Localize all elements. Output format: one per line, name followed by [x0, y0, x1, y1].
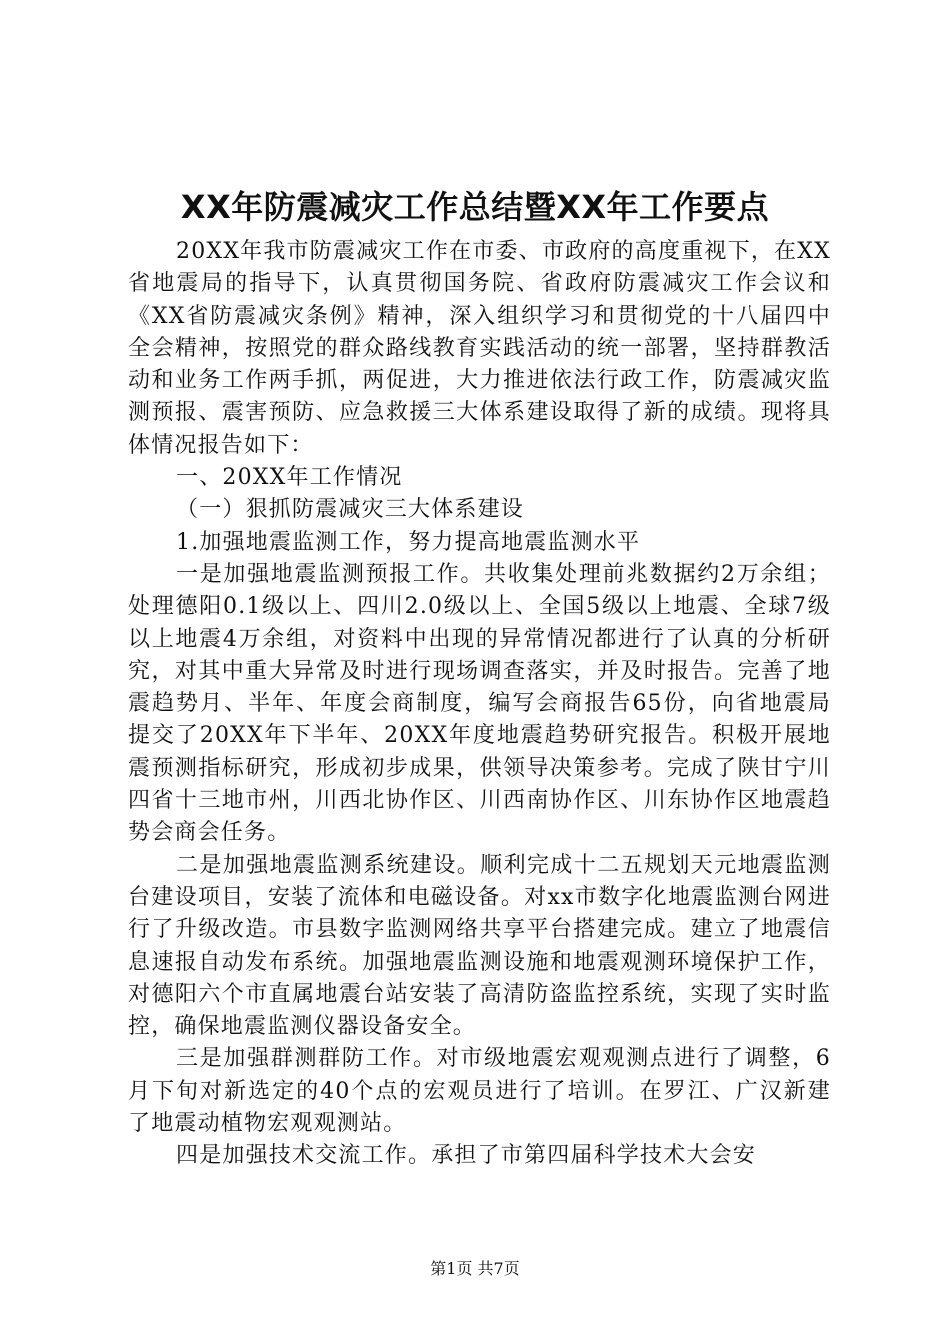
document-body [128, 236, 831, 1173]
paragraph-monitoring-system: 二是加强地震监测系统建设。顺利完成十二五规划天元地震监测台建设项目，安装了流体和电磁设备。对xx市数字化地震监测台网进行了升级改造。市县数字监测网络共享平台搭建完成。建立了地震信息速报自动发布系统。加强地震监测设施和地震观测环境保护工作，对德阳六个市直属地震台站安装了高清防盗监控系统，实现了实时监控，确保地震监测仪器设备安全。 [128, 852, 831, 1040]
page-footer: 第1页 共7页 [430, 1259, 520, 1278]
item-heading: 1.加强地震监测工作，努力提高地震监测水平 [176, 529, 641, 555]
intro-paragraph: 20XX年我市防震减灾工作在市委、市政府的高度重视下，在XX省地震局的指导下，认真贯彻国务院、省政府防震减灾工作会议和《XX省防震减灾条例》精神，深入组织学习和贯彻党的十八届四中全会精神，按照党的群众路线教育实践活动的统一部署，坚持群教活动和业务工作两手抓，两促进，大力推进依法行政工作，防震减灾监测预报、震害预防、应急救援三大体系建设取得了新的成绩。现将具体情况报告如下： [128, 239, 831, 458]
section-heading: 一、20XX年工作情况 [176, 465, 403, 491]
paragraph-tech-exchange: 四是加强技术交流工作。承担了市第四届科学技术大会安 [176, 1143, 757, 1169]
paragraph-monitoring-forecast: 一是加强地震监测预报工作。共收集处理前兆数据约2万余组；处理德阳0.1级以上、四川2.0级以上、全国5级以上地震、全球7级以上地震4万余组，对资料中出现的异常情况都进行了认真的分析研究，对其中重大异常及时进行现场调查落实，并及时报告。完善了地震趋势月、半年、年度会商制度，编写会商报告65份，向省地震局提交了20XX年下半年、20XX年度地震趋势研究报告。积极开展地震预测指标研究，形成初步成果，供领导决策参考。完成了陕甘宁川四省十三地市州，川西北协作区、川西南协作区、川东协作区地震趋势会商会任务。 [128, 561, 831, 846]
paragraph-mass-monitoring: 三是加强群测群防工作。对市级地震宏观观测点进行了调整，6月下旬对新选定的40个点的宏观员进行了培训。在罗江、广汉新建了地震动植物宏观观测站。 [128, 1046, 831, 1137]
subsection-heading: （一）狠抓防震减灾三大体系建设 [176, 497, 525, 523]
document-title: XX年防震减灾工作总结暨XX年工作要点 [180, 188, 770, 226]
